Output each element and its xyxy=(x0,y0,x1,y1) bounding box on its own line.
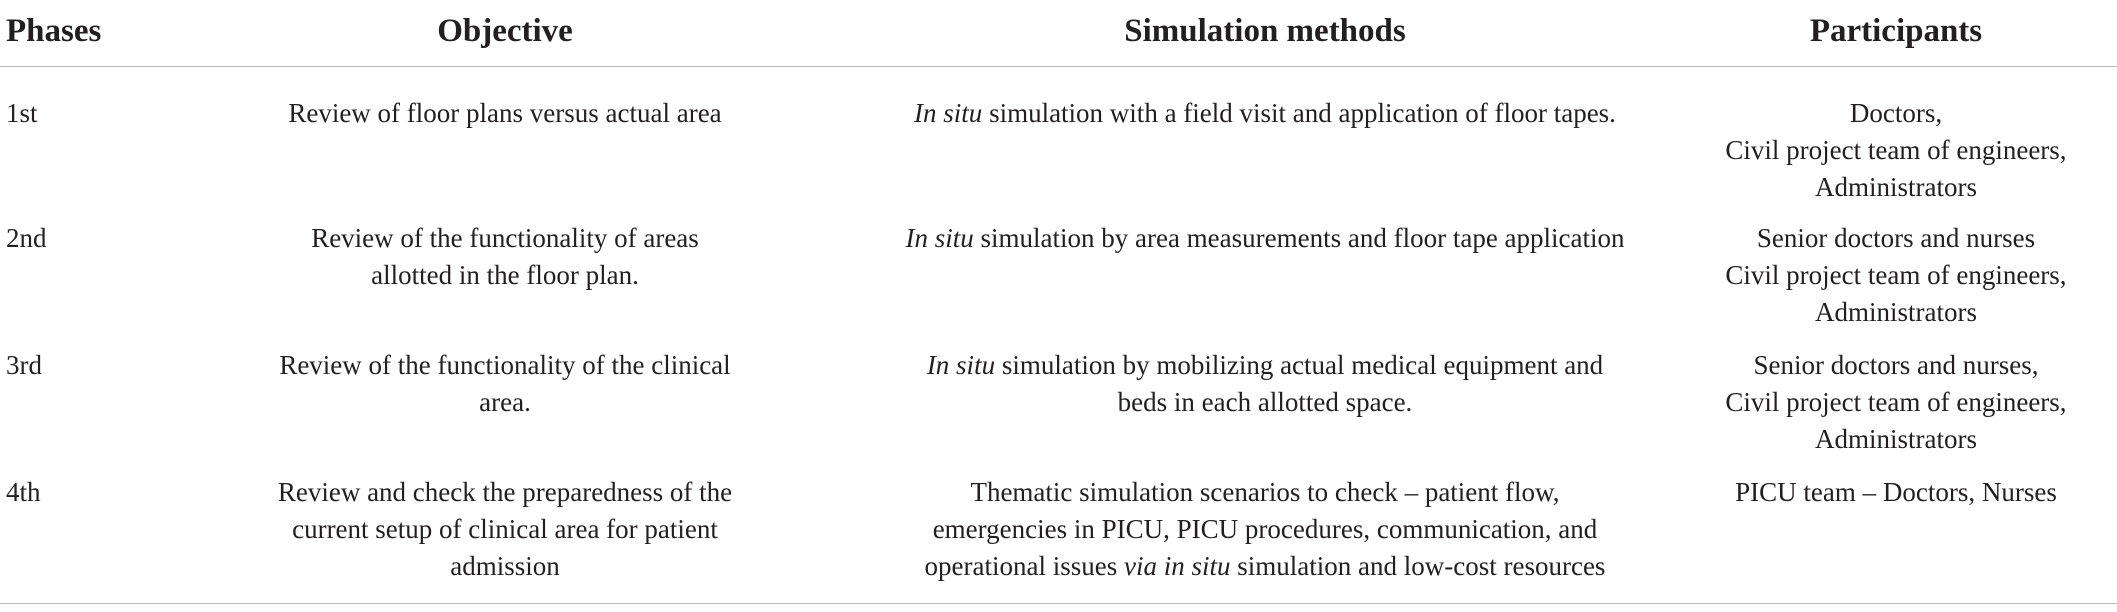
phase-cell: 4th xyxy=(6,477,41,507)
header-objective: Objective xyxy=(155,0,855,67)
participant-line: Administrators xyxy=(1815,297,1977,327)
simulation-cell xyxy=(855,206,1675,333)
participant-line: Civil project team of engineers, xyxy=(1725,387,2067,417)
participant-line: PICU team – Doctors, Nurses xyxy=(1735,477,2057,507)
table-row xyxy=(0,460,2117,592)
simulation-italic: In situ xyxy=(926,350,996,380)
header-row xyxy=(0,0,2117,67)
table-row xyxy=(0,333,2117,460)
objective-cell: Review of the functionality of the clinical area. xyxy=(279,350,731,417)
header-participants: Participants xyxy=(1675,0,2117,67)
phase-cell: 3rd xyxy=(6,350,42,380)
simulation-text: simulation and low-cost resources xyxy=(1230,551,1606,581)
phase-cell: 2nd xyxy=(6,223,47,253)
simulation-text: simulation with a field visit and application of floor tapes. xyxy=(982,98,1616,128)
participant-line: Senior doctors and nurses xyxy=(1756,223,2036,253)
participant-line: Civil project team of engineers, xyxy=(1725,260,2067,290)
table-row xyxy=(0,67,2117,207)
participants-cell xyxy=(1675,460,2117,592)
participant-line: Administrators xyxy=(1815,424,1977,454)
simulation-italic: In situ xyxy=(914,98,983,128)
participant-line: Administrators xyxy=(1815,172,1977,202)
participants-cell xyxy=(1675,206,2117,333)
simulation-italic: via in situ xyxy=(1124,551,1231,581)
participants-cell xyxy=(1675,333,2117,460)
objective-cell: Review and check the preparedness of the current setup of clinical area for patient admission xyxy=(277,477,733,581)
objective-cell: Review of floor plans versus actual area xyxy=(288,98,722,128)
participant-line: Senior doctors and nurses, xyxy=(1753,350,2039,380)
objective-cell: Review of the functionality of areas allotted in the floor plan. xyxy=(311,223,699,290)
table-row xyxy=(0,206,2117,333)
participant-line: Civil project team of engineers, xyxy=(1725,135,2067,165)
simulation-text: Thematic simulation scenarios to check – patient flow, emergencies in PICU, PICU procedures, communication, and operational issues xyxy=(924,477,1598,581)
header-phases: Phases xyxy=(0,0,155,67)
simulation-cell xyxy=(855,333,1675,460)
phase-cell: 1st xyxy=(6,98,38,128)
participant-line: Doctors, xyxy=(1849,98,1943,128)
header-simulation-methods: Simulation methods xyxy=(855,0,1675,67)
table-bottom-rule xyxy=(0,603,2117,604)
participants-cell xyxy=(1675,67,2117,207)
simulation-text: simulation by mobilizing actual medical equipment and beds in each allotted space. xyxy=(995,350,1604,417)
simulation-cell xyxy=(855,67,1675,207)
simulation-text: simulation by area measurements and floor tape application xyxy=(973,223,1625,253)
simulation-cell xyxy=(855,460,1675,592)
simulation-italic: In situ xyxy=(905,223,974,253)
